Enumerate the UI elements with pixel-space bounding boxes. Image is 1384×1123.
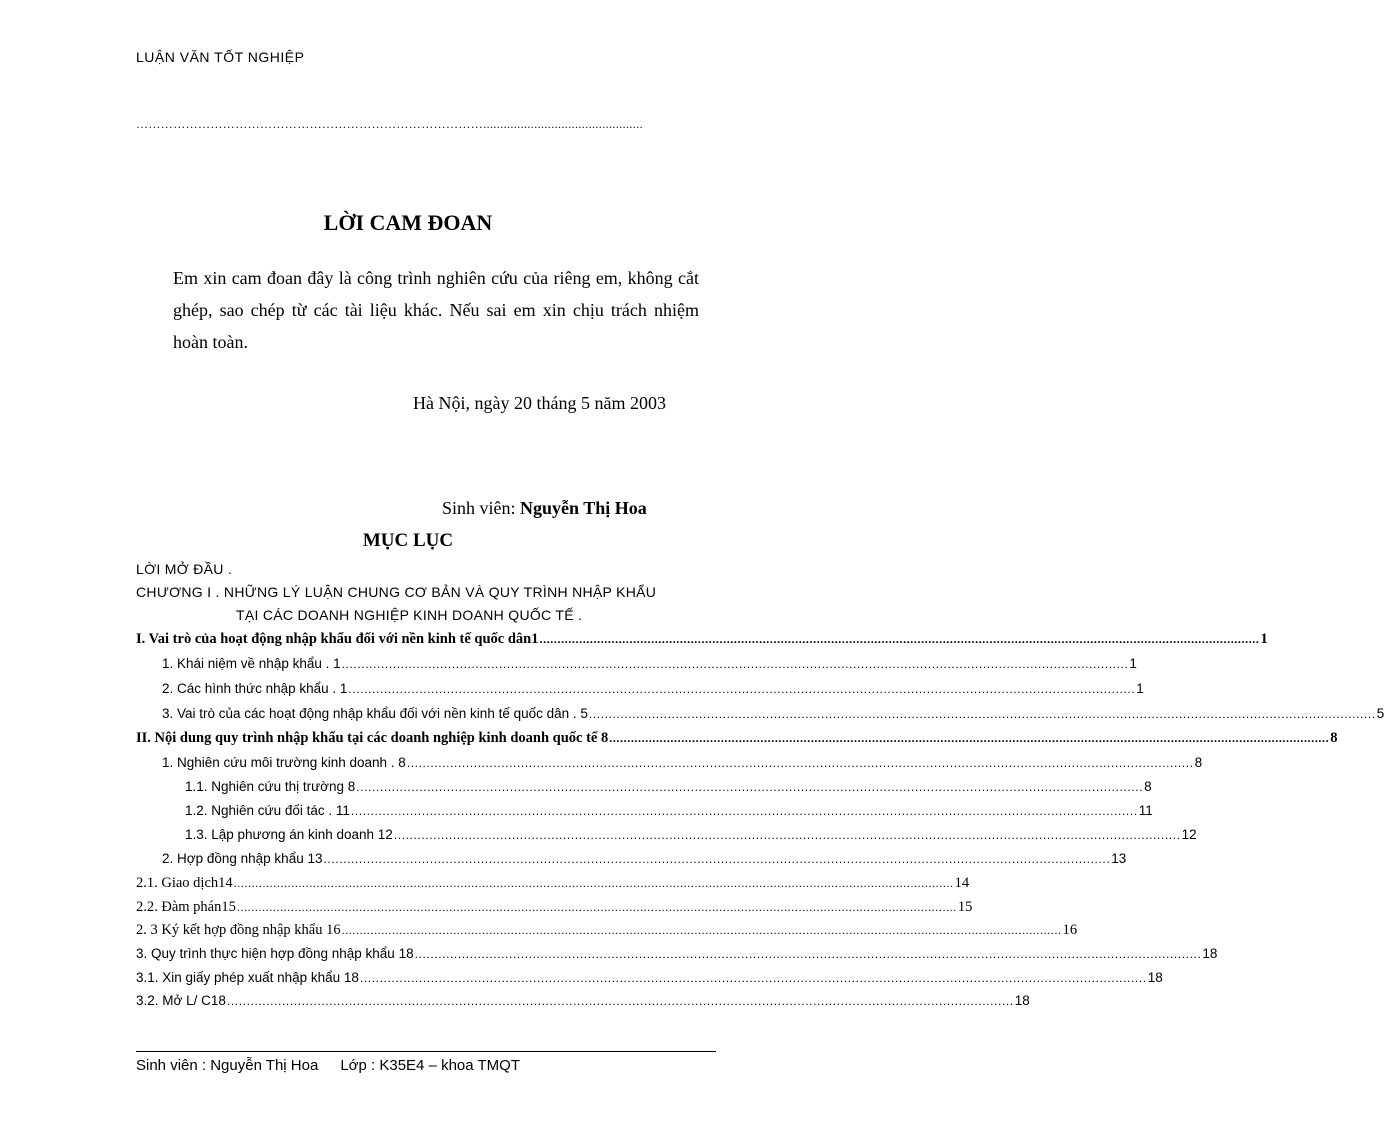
toc-entry-text: 2.1. Giao dịch14 xyxy=(136,875,233,891)
toc-leader: ........................................................................................................................................................................................................ xyxy=(236,900,957,914)
toc-entry-page: 8 xyxy=(1144,779,1152,794)
toc-entry-text: I. Vai trò của hoạt động nhập khẩu đối với nền kinh tế quốc dân1 xyxy=(136,631,539,647)
toc-entry-text: 1.3. Lập phương án kinh doanh 12 xyxy=(185,827,393,842)
declaration-body: Em xin cam đoan đây là công trình nghiên cứu của riêng em, không cắt ghép, sao chép từ các tài liệu khác. Nếu sai em xin chịu trách nhiệm hoàn toàn. xyxy=(173,268,699,352)
toc-entry-page: 1 xyxy=(1129,656,1137,671)
toc-entry[interactable] xyxy=(162,755,1203,775)
toc-chapter-line2: TẠI CÁC DOANH NGHIỆP KINH DOANH QUỐC TẾ . xyxy=(236,607,583,623)
toc-entry-text: 3. Vai trò của các hoạt động nhập khẩu đối với nền kinh tế quốc dân . 5 xyxy=(162,706,588,721)
toc-leader: ........................................................................................................................................................................................................ xyxy=(348,682,1136,696)
toc-entry-page: 18 xyxy=(1147,970,1163,985)
toc-chapter-line1: CHƯƠNG I . NHỮNG LÝ LUẬN CHUNG CƠ BẢN VÀ QUY TRÌNH NHẬP KHẨU xyxy=(136,584,657,600)
toc-entry[interactable] xyxy=(185,779,1152,799)
toc-leader: ........................................................................................................................................................................................................ xyxy=(588,707,1376,721)
toc-entry-text: 2. Các hình thức nhập khẩu . 1 xyxy=(162,681,348,696)
toc-entry[interactable] xyxy=(185,827,1197,847)
toc-entry-page: 1 xyxy=(1260,631,1268,647)
toc-leader: ........................................................................................................................................................................................................ xyxy=(350,804,1138,818)
toc-entry-text: 2.2. Đàm phán15 xyxy=(136,899,236,915)
toc-entry-text: 2. Hợp đồng nhập khẩu 13 xyxy=(162,851,323,866)
toc-entry-page: 8 xyxy=(1330,730,1338,746)
declaration-title: LỜI CAM ĐOAN xyxy=(323,210,493,235)
toc-entry-page: 18 xyxy=(1014,993,1030,1008)
toc-leader: ........................................................................................................................................................................................................ xyxy=(341,923,1062,937)
footer-student: Sinh viên : Nguyễn Thị Hoa xyxy=(136,1057,319,1074)
signer-name: Nguyễn Thị Hoa xyxy=(520,498,647,518)
toc-entry-page: 12 xyxy=(1181,827,1197,842)
header-dotted-rule: …………………………………………………………………………............................................... xyxy=(136,117,643,131)
toc-entry[interactable] xyxy=(136,631,1268,651)
toc-entry[interactable] xyxy=(162,656,1137,676)
toc-leader: ........................................................................................................................................................................................................ xyxy=(323,852,1111,866)
toc-title: MỤC LỤC xyxy=(362,530,454,551)
signature-block xyxy=(442,498,647,519)
toc-leader: ........................................................................................................................................................................................................ xyxy=(393,828,1181,842)
toc-entry[interactable] xyxy=(185,803,1153,823)
toc-entry-page: 16 xyxy=(1062,922,1078,938)
toc-leader: ........................................................................................................................................................................................................ xyxy=(226,994,1014,1008)
toc-entry-text: 1.1. Nghiên cứu thị trường 8 xyxy=(185,779,356,794)
toc-entry-page: 18 xyxy=(1202,946,1218,961)
toc-entry-text: 3. Quy trình thực hiện hợp đồng nhập khẩu 18 xyxy=(136,946,414,961)
toc-entry-page: 8 xyxy=(1194,755,1203,770)
footer-class: Lớp : K35E4 – khoa TMQT xyxy=(340,1057,520,1074)
toc-entry-page: 15 xyxy=(957,899,973,915)
toc-leader: ........................................................................................................................................................................................................ xyxy=(609,731,1330,745)
toc-entry[interactable] xyxy=(162,851,1127,871)
toc-leader: ........................................................................................................................................................................................................ xyxy=(406,756,1194,770)
toc-leader: ........................................................................................................................................................................................................ xyxy=(414,947,1202,961)
toc-entry[interactable] xyxy=(136,970,1163,990)
toc-entry-text: 1.2. Nghiên cứu đối tác . 11 xyxy=(185,803,350,818)
running-header: LUẬN VĂN TỐT NGHIỆP xyxy=(136,49,305,65)
toc-entry[interactable] xyxy=(136,922,1078,942)
toc-leader: ........................................................................................................................................................................................................ xyxy=(341,657,1129,671)
toc-entry-page: 13 xyxy=(1111,851,1127,866)
toc-entry[interactable] xyxy=(136,899,973,919)
toc-leader: ........................................................................................................................................................................................................ xyxy=(539,632,1260,646)
toc-entry-text: 3.1. Xin giấy phép xuất nhập khẩu 18 xyxy=(136,970,359,985)
toc-entry[interactable] xyxy=(136,730,1338,750)
toc-entry-text: 1. Nghiên cứu môi trường kinh doanh . 8 xyxy=(162,755,406,770)
toc-entry[interactable] xyxy=(136,993,1030,1013)
toc-entry[interactable] xyxy=(136,946,1218,966)
toc-entry[interactable] xyxy=(162,681,1144,701)
toc-intro: LỜI MỞ ĐẦU . xyxy=(136,561,233,577)
toc-entry-page: 1 xyxy=(1136,681,1144,696)
footer-rule xyxy=(136,1051,716,1052)
toc-entry[interactable] xyxy=(162,706,1384,726)
toc-leader: ........................................................................................................................................................................................................ xyxy=(356,780,1144,794)
page-footer xyxy=(136,1057,520,1074)
toc-entry-text: 1. Khái niệm về nhập khẩu . 1 xyxy=(162,656,341,671)
signer-label: Sinh viên: xyxy=(442,498,516,518)
toc-entry-page: 14 xyxy=(954,875,970,891)
toc-entry-text: 2. 3 Ký kết hợp đồng nhập khẩu 16 xyxy=(136,922,341,938)
toc-entry-text: II. Nội dung quy trình nhập khẩu tại các doanh nghiệp kinh doanh quốc tế 8 xyxy=(136,730,609,746)
toc-entry-page: 5 xyxy=(1376,706,1384,721)
toc-entry[interactable] xyxy=(136,875,970,895)
toc-leader: ........................................................................................................................................................................................................ xyxy=(233,876,954,890)
toc-leader: ........................................................................................................................................................................................................ xyxy=(359,971,1147,985)
toc-entry-page: 11 xyxy=(1138,803,1153,818)
place-date: Hà Nội, ngày 20 tháng 5 năm 2003 xyxy=(413,393,666,413)
toc-entry-text: 3.2. Mở L/ C18 xyxy=(136,993,226,1008)
